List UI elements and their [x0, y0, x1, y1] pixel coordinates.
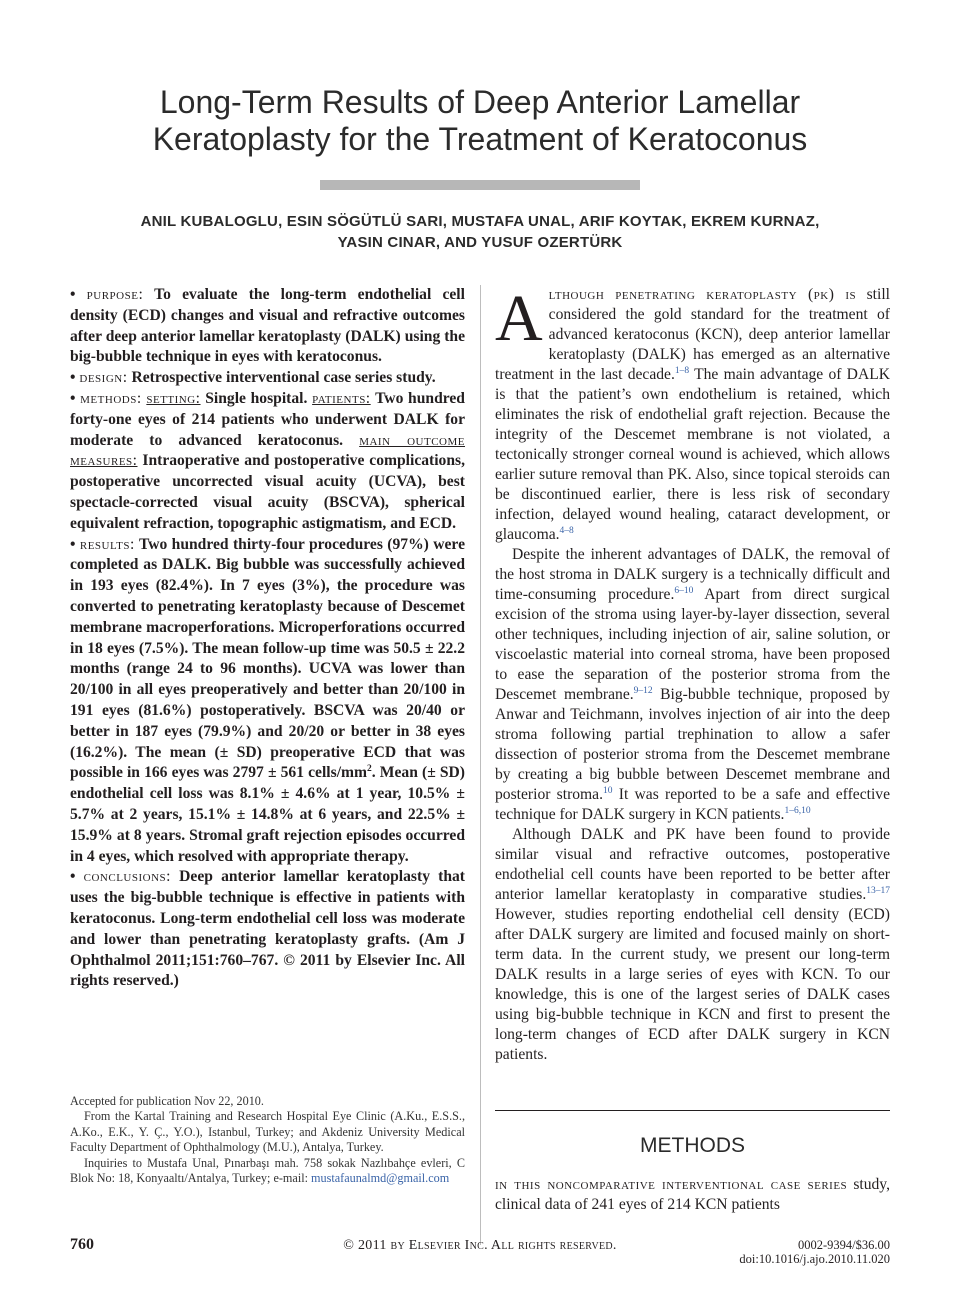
copyright-line: © 2011 by Elsevier Inc. All rights reserved.: [343, 1238, 617, 1253]
design-label: design:: [79, 369, 128, 387]
author-list: [80, 211, 880, 253]
methods-lead: in this noncomparative interventional case series: [495, 1176, 848, 1193]
inquiries-note: [70, 1156, 465, 1187]
authors-line-1: ANIL KUBALOGLU, ESIN SÖGÜTLÜ SARI, MUSTAFA UNAL, ARIF KOYTAK, EKREM KURNAZ,: [140, 213, 820, 230]
results-label: results:: [79, 535, 135, 553]
conclusions-text: Deep anterior lamellar keratoplasty that uses the big-bubble technique is effective in patients with keratoconus. Long-term endothelial cell loss was moderate and lower than penetrating keratoplasty grafts. (Am J Ophthalmol 2011;151:760–767. © 2011 by Elsevier Inc. All rights reserved.): [70, 868, 465, 990]
conclusions-label: conclusions:: [83, 868, 171, 886]
intro-paragraph-1: [495, 282, 891, 545]
intro-p2-text-c: Big-bubble technique, proposed by Anwar and Teichmann, involves injection of air into the deep stroma following partial trephination to allow a safer dissection of posterior stroma from the Descemet membrane by creating a big bubble between Descemet membrane and posterior stroma.: [495, 686, 890, 803]
introduction: [495, 282, 891, 1065]
citation-link[interactable]: 6–10: [674, 586, 694, 596]
footnotes: [70, 1094, 465, 1186]
purpose-label: purpose:: [86, 286, 144, 303]
outcome-text: Intraoperative and postoperative complications, postoperative uncorrected visual acuity (UCVA), best spectacle-corrected visual acuity (BSCVA), spherical equivalent refraction, topographic astigmatism, and ECD.: [70, 452, 465, 532]
design-text: Retrospective interventional case series study.: [131, 369, 436, 387]
title-divider: [320, 180, 640, 190]
abstract-methods: • methods: setting: Single hospital. patients: Two hundred forty-one eyes of 214 patients who underwent DALK for moderate to advanced keratoconus. main outcome measures: Intraoperative and postoperative complications, postoperative uncorrected visual acuity (UCVA), best spectacle-corrected visual acuity (BSCVA), spherical equivalent refraction, topographic astigmatism, and ECD.: [70, 389, 466, 532]
page-number: 760: [70, 1236, 94, 1253]
title-line-2: Keratoplasty for the Treatment of Keratoconus: [152, 121, 808, 157]
intro-p3-text-a: Although DALK and PK have been found to provide similar visual and refractive outcomes, postoperative endothelial cell counts have been reported to be better after anterior lamellar keratoplasty in comparative studies.: [495, 826, 890, 903]
patients-text: Two hundred forty-one eyes of 214 patients who underwent DALK for moderate to advanced keratoconus.: [70, 389, 465, 449]
article-title: [60, 84, 900, 158]
citation-link[interactable]: 4–8: [559, 526, 574, 536]
abstract-design: • design: Retrospective interventional case series study.: [70, 369, 436, 387]
column-divider: [480, 285, 481, 1245]
citation-link[interactable]: 1–8: [674, 366, 690, 376]
inquiries-text: Inquiries to Mustafa Unal, Pınarbaşı mah. 758 sokak Nazlıbahçe evleri, C Blok No: 18, Konyaaltı/Antalya, Turkey; e-mail:: [70, 1155, 465, 1186]
citation-link[interactable]: 9–12: [633, 686, 653, 696]
title-line-1: Long-Term Results of Deep Anterior Lamellar: [159, 84, 801, 120]
intro-lead: lthough penetrating keratoplasty (pk) is: [548, 286, 857, 303]
outcome-label: main outcome measures:: [70, 431, 466, 470]
abstract-purpose: • purpose: To evaluate the long-term endothelial cell density (ECD) changes and visual and refractive outcomes after deep anterior lamellar keratoplasty (DALK) using the big-bubble technique in eyes with keratoconus.: [70, 286, 465, 366]
doi-text: doi:10.1016/j.ajo.2010.11.020: [739, 1252, 890, 1266]
drop-cap: A: [495, 282, 543, 355]
intro-p2-text-d: It was reported to be a safe and effective technique for DALK surgery in KCN patients.: [495, 786, 891, 823]
accepted-note: Accepted for publication Nov 22, 2010.: [70, 1094, 264, 1108]
intro-p1-text-b: still considered the gold standard for the treatment of advanced keratoconus (KCN), deep anterior lamellar keratoplasty (DALK) has emerged as an alternative treatment in the last decade.: [495, 286, 891, 383]
doi-block: [739, 1238, 890, 1266]
abstract-conclusions: • conclusions: Deep anterior lamellar keratoplasty that uses the big-bubble technique is effective in patients with keratoconus. Long-term endothelial cell loss was moderate and lower than penetrating keratoplasty grafts. (Am J Ophthalmol 2011;151:760–767. © 2011 by Elsevier Inc. All rights reserved.): [70, 868, 465, 990]
methods-divider: [495, 1110, 890, 1111]
intro-p2-text-b: Apart from direct surgical excision of the stroma using layer-by-layer dissection, several other techniques, including injection of air, saline solution, or viscoelastic material into corneal stroma, have been proposed to ease the separation of the posterior stroma from the Descemet membrane.: [495, 586, 890, 703]
citation-link[interactable]: 10: [603, 786, 613, 796]
citation-link[interactable]: 1–6,10: [784, 806, 811, 816]
intro-p2-text-a: Despite the inherent advantages of DALK, the removal of the host stroma in DALK surgery is a technically difficult and time-consuming procedure.: [495, 546, 890, 603]
methods-heading: METHODS: [640, 1134, 745, 1157]
results-text-b: . Mean (± SD) endothelial cell loss was 8.1% ± 4.6% at 1 year, 10.5% ± 5.7% at 2 years, 15.1% ± 14.8% at 6 years, and 22.5% ± 15.9% at 8 years. Stromal graft rejection episodes occurred in 4 eyes, which resolved with appropriate therapy.: [70, 764, 465, 865]
authors-line-2: YASIN CINAR, AND YUSUF OZERTÜRK: [337, 234, 623, 251]
patients-label: patients:: [312, 389, 371, 407]
methods-text: study, clinical data of 241 eyes of 214 KCN patients: [495, 1176, 890, 1213]
abstract: [70, 285, 465, 992]
methods-paragraph: [495, 1175, 890, 1215]
methods-label: methods:: [80, 389, 142, 407]
affiliation-note: From the Kartal Training and Research Hospital Eye Clinic (A.Ku., E.S.S., A.Ko., E.K., Y. Ç., Y.O.), Istanbul, Turkey; and Akdeniz University Medical Faculty Department of Ophthalmology (M.U.), Antalya, Turkey.: [70, 1109, 465, 1155]
abstract-results: • results: Two hundred thirty-four procedures (97%) were completed as DALK. Big bubble was successfully achieved in 193 eyes (82.4%). In 7 eyes (3%), the procedure was converted to penetrating keratoplasty because of Descemet membrane macroperforations. Microperforations occurred in 18 eyes (7.5%). The mean follow-up time was 50.5 ± 22.2 months (range 24 to 96 months). UCVA was lower than 20/100 in all eyes preoperatively and better than 20/100 in 191 eyes (81.6%) postoperatively. BSCVA was 20/40 or better in 187 eyes (79.9%) and 20/20 or better in 38 eyes (16.2%). The mean (± SD) preoperative ECD that was possible in 166 eyes was 2797 ± 561 cells/$mm^2$. Mean (± SD) endothelial cell loss was 8.1% ± 4.6% at 1 year, 10.5% ± 5.7% at 2 years, 15.1% ± 14.8% at 6 years, and 22.5% ± 15.9% at 8 years. Stromal graft rejection episodes occurred in 4 eyes, which resolved with appropriate therapy.: [70, 535, 465, 865]
purpose-text: To evaluate the long-term endothelial cell density (ECD) changes and visual and refractive outcomes after deep anterior lamellar keratoplasty (DALK) using the big-bubble technique in eyes with keratoconus.: [70, 286, 465, 366]
intro-paragraph-2: [495, 545, 890, 825]
setting-text: Single hospital.: [205, 389, 308, 407]
intro-p1-text-c: The main advantage of DALK is that the patient’s own endothelium is retained, which eliminates the risk of endothelial graft rejection. Because the integrity of the Descemet membrane is not violated, a tectonically stronger corneal wound is achieved, which allows earlier suture removal than PK. Also, since topical steroids can be discontinued earlier, there is less risk of secondary infection, delayed wound healing, cataract development, or glaucoma.: [495, 366, 890, 543]
email-link[interactable]: mustafaunalmd@gmail.com: [311, 1171, 450, 1186]
issn-price: 0002-9394/$36.00: [797, 1238, 890, 1252]
results-text-a: Two hundred thirty-four procedures (97%) were completed as DALK. Big bubble was successfully achieved in 193 eyes (82.4%). In 7 eyes (3%), the procedure was converted to penetrating keratoplasty because of Descemet membrane macroperforations. Microperforations occurred in 18 eyes (7.5%). The mean follow-up time was 50.5 ± 22.2 months (range 24 to 96 months). UCVA was lower than 20/100 in all eyes preoperatively and better than 20/100 in 191 eyes (81.6%) postoperatively. BSCVA was 20/40 or better in 187 eyes (79.9%) and 20/20 or better in 38 eyes (16.2%). The mean (± SD) preoperative ECD that was possible in 166 eyes was 2797 ± 561 cells/mm: [70, 535, 465, 782]
intro-p3-text-b: However, studies reporting endothelial cell density (ECD) after DALK surgery are limited and focused mainly on short-term data. In the current study, we present our long-term DALK results in a large series of eyes with KCN. To our knowledge, this is one of the largest series of DALK cases using big-bubble technique in KCN and first to present the long-term changes of ECD after DALK surgery in KCN patients.: [495, 906, 890, 1063]
intro-paragraph-3: [495, 825, 890, 1065]
setting-label: setting:: [146, 389, 201, 407]
citation-link[interactable]: 13–17: [866, 886, 890, 896]
results-superscript: 2: [367, 764, 372, 775]
